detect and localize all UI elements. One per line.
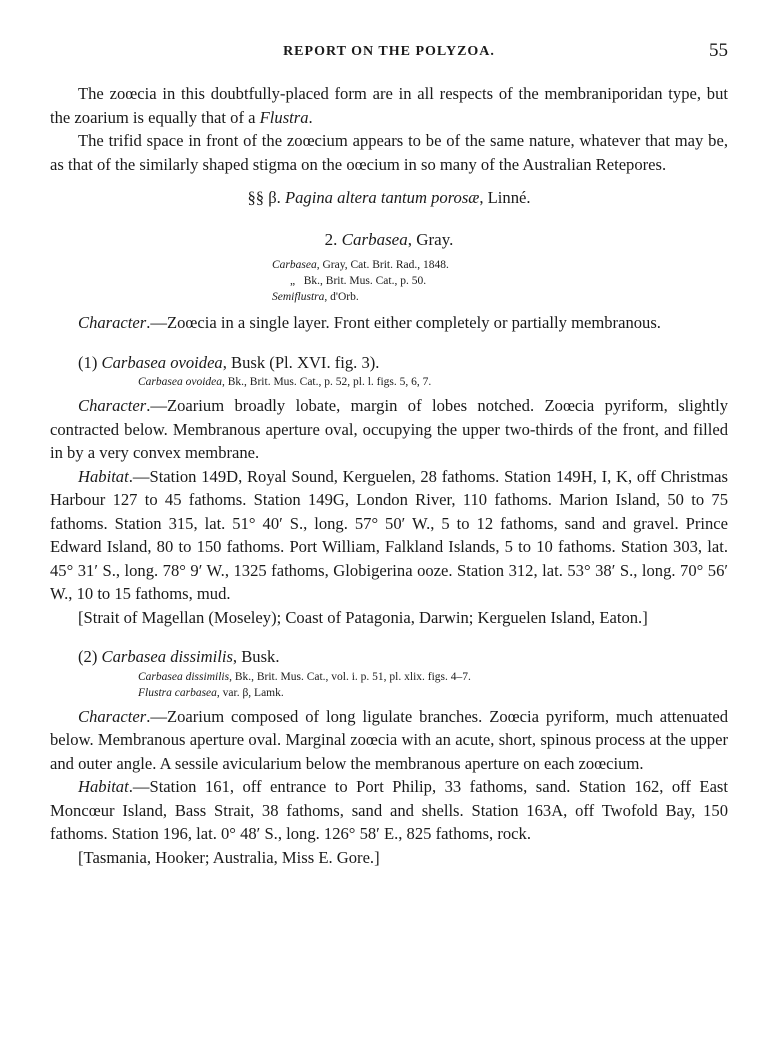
species1-habitat (50, 465, 728, 606)
ref-name: Carbasea ovoidea (138, 376, 223, 388)
species1-heading (50, 351, 728, 375)
species2-character (50, 705, 728, 776)
species2-references (138, 669, 728, 701)
intro-text: The zoœcia in this doubtfully-placed form are in all respects of the membraniporidan type, but the zoarium is equally that of a (50, 84, 728, 127)
ref-name: Carbasea dissimilis (138, 670, 230, 683)
character-text: .—Zoœcia in a single layer. Front either completely or partially membranous. (146, 313, 661, 332)
species-name: Carbasea dissimilis (101, 647, 233, 666)
genus-reference (272, 257, 728, 273)
running-title: REPORT ON THE POLYZOA. (283, 44, 495, 59)
species-number: (2) (78, 647, 98, 666)
character-label: Character (78, 706, 147, 726)
intro-paragraph-1 (50, 82, 728, 129)
species2-distribution: [Tasmania, Hooker; Australia, Miss E. Gore.] (78, 847, 380, 867)
genus-number: 2. (324, 229, 338, 249)
species-authority: , Busk (Pl. XVI. fig. 3). (222, 352, 380, 372)
ref-text: Bk., Brit. Mus. Cat., p. 50. (295, 275, 427, 287)
species2-heading (50, 645, 728, 669)
species-number: (1) (78, 352, 98, 372)
species-authority: , Busk. (232, 647, 280, 666)
section-marker: §§ β. (247, 188, 281, 207)
habitat-text: .—Station 161, off entrance to Port Philip, 33 fathoms, sand. Station 162, off East Moncœur Island, Bass Strait, 38 fathoms, sand and shells. Station 163A, off Twofold Bay, 150 fathoms. Station 196, lat. 0° 48′ S., long. 126° 58′ E., 825 fathoms, rock. (50, 777, 728, 843)
section-latin: Pagina altera tantum porosæ (284, 188, 480, 207)
habitat-label: Habitat (78, 466, 129, 486)
section-authority: , Linné. (479, 188, 531, 207)
character-label: Character (78, 396, 147, 415)
page-number: 55 (709, 40, 728, 61)
genus-character (50, 311, 728, 335)
character-label: Character (78, 313, 147, 332)
ref-text: , d'Orb. (324, 291, 359, 303)
ref-ditto: „ (290, 275, 296, 287)
genus-flustra: Flustra (259, 107, 309, 127)
intro-end: . (308, 107, 313, 127)
genus-authority: , Gray. (407, 229, 454, 249)
ref-name: Flustra carbasea (138, 686, 217, 699)
habitat-label: Habitat (78, 777, 129, 796)
section-heading (50, 186, 728, 210)
species2-reference (138, 685, 728, 701)
ref-name: Carbasea (272, 259, 317, 271)
ref-name: Semiflustra (272, 291, 325, 303)
genus-reference (272, 273, 728, 289)
ref-text: , Bk., Brit. Mus. Cat., p. 52, pl. l. figs. 5, 6, 7. (222, 376, 432, 388)
ref-text: , var. β, Lamk. (216, 686, 284, 699)
species1-distribution: [Strait of Magellan (Moseley); Coast of Patagonia, Darwin; Kerguelen Island, Eaton.] (78, 607, 648, 627)
ref-text: , Gray, Cat. Brit. Rad., 1848. (316, 259, 449, 271)
running-head (50, 40, 728, 64)
genus-references (272, 257, 728, 305)
species1-character (50, 394, 728, 465)
species2-habitat (50, 775, 728, 846)
species2-reference (138, 669, 728, 685)
genus-reference (272, 289, 728, 305)
species-name: Carbasea ovoidea (101, 352, 223, 372)
species1-reference (138, 374, 728, 390)
character-text: .—Zoarium composed of long ligulate branches. Zoœcia pyriform, much attenuated below. Membranous aperture oval. Marginal zoœcia with an acute, short, spinous process at the upper and outer angle. A sessile avicularium below the membranous aperture on each zoœcium. (50, 706, 728, 773)
genus-name: Carbasea (341, 229, 408, 249)
ref-text: , Bk., Brit. Mus. Cat., vol. i. p. 51, pl. xlix. figs. 4–7. (229, 670, 471, 683)
intro-paragraph-2: The trifid space in front of the zoœcium appears to be of the same nature, whatever that may be, as that of the similarly shaped stigma on the oœcium in so many of the Australian Retepores. (50, 131, 728, 174)
character-text: .—Zoarium broadly lobate, margin of lobes notched. Zoœcia pyriform, slightly contracted below. Membranous aperture oval, occupying the upper two-thirds of the front, and filled in by a very convex membrane. (50, 396, 728, 462)
habitat-text: .—Station 149D, Royal Sound, Kerguelen, 28 fathoms. Station 149H, I, K, off Christmas Harbour 127 to 45 fathoms. Station 149G, London River, 110 fathoms. Marion Island, 50 to 75 fathoms. Station 315, lat. 51° 40′ S., long. 57° 50′ W., 5 to 12 fathoms, sand and gravel. Prince Edward Island, 80 to 150 fathoms. Port William, Falkland Islands, 5 to 10 fathoms. Station 303, lat. 45° 31′ S., long. 78° 9′ W., 1325 fathoms, Globigerina ooze. Station 312, lat. 53° 38′ S., long. 70° 56′ W., 10 to 15 fathoms, mud. (50, 466, 728, 603)
genus-heading (50, 228, 728, 252)
page-body (50, 82, 728, 869)
